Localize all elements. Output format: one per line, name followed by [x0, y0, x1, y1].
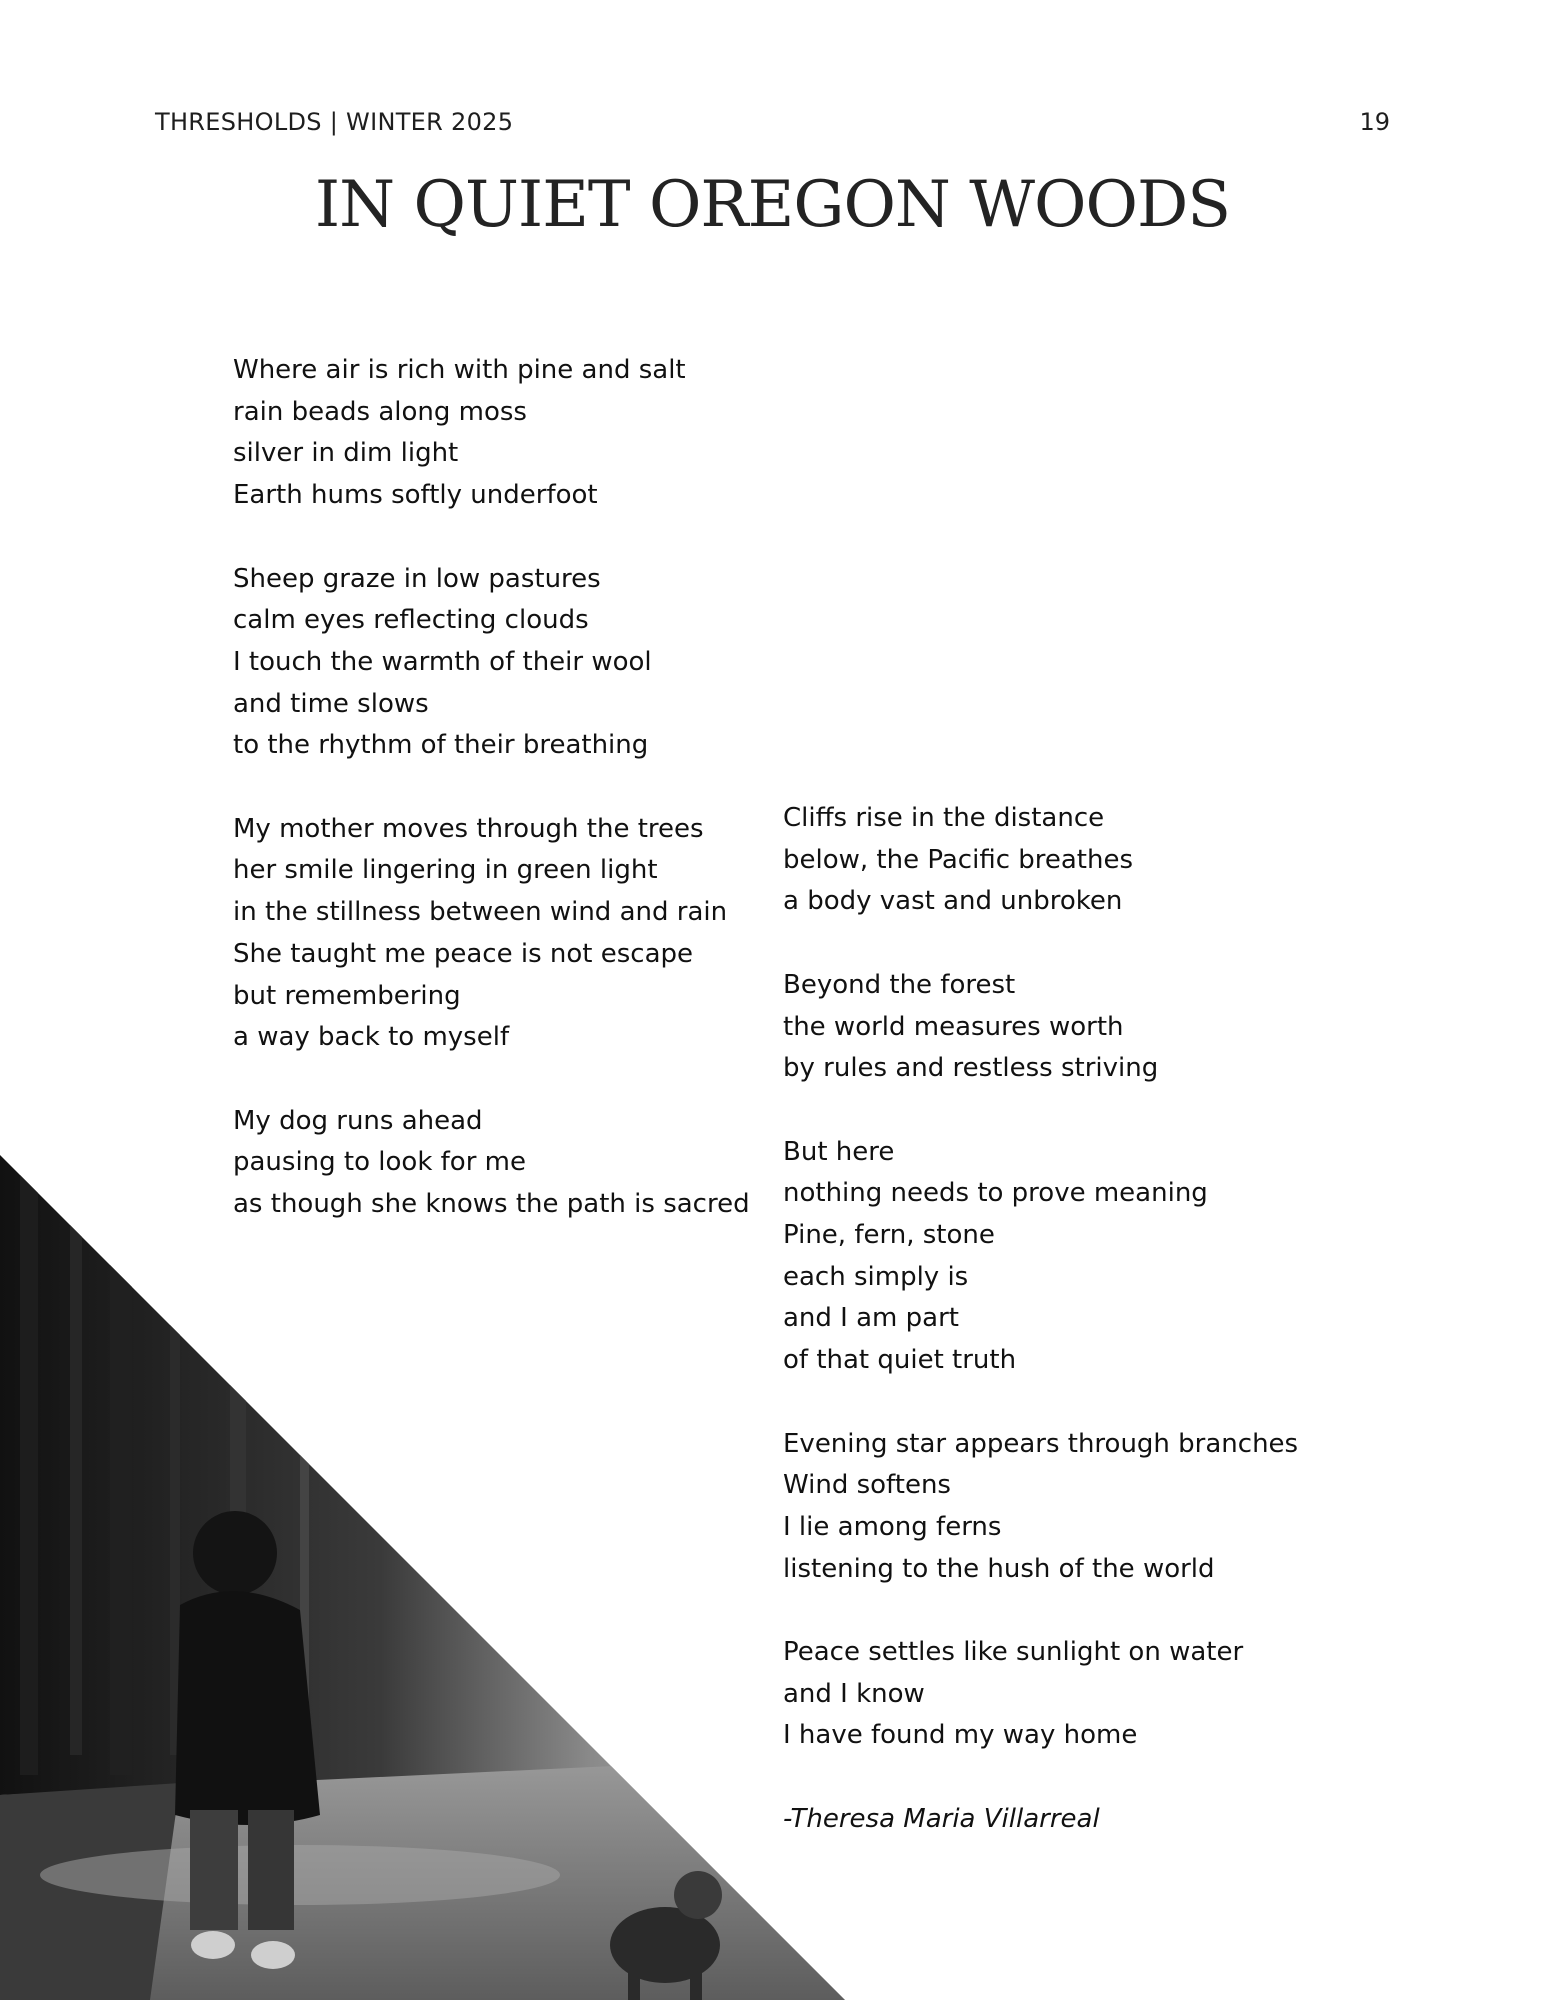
poem-line: Wind softens	[783, 1470, 951, 1501]
poem-line: Evening star appears through branches	[783, 1428, 1299, 1459]
poem-line: Sheep graze in low pastures	[233, 563, 601, 594]
poem-line: Peace settles like sunlight on water	[783, 1637, 1244, 1667]
poem-line: I have found my way home	[783, 1720, 1138, 1751]
poem-line: of that quiet truth	[783, 1345, 1017, 1376]
poem-line: My mother moves through the trees	[233, 813, 704, 844]
stanza	[233, 559, 793, 768]
poem-line: Beyond the forest	[783, 969, 1016, 1000]
poem-line: Where air is rich with pine and salt	[233, 355, 686, 385]
poem-line: Cliffs rise in the distance	[783, 803, 1105, 833]
poem-line: She taught me peace is not escape	[233, 938, 694, 969]
poem-line: as though she knows the path is sacred	[233, 1189, 750, 1220]
poem-line: each simply is	[783, 1261, 969, 1292]
poem-line: I lie among ferns	[783, 1511, 1002, 1542]
poem-line: and I am part	[783, 1303, 959, 1334]
poem-line: the world measures worth	[783, 1011, 1124, 1042]
poem-line: I touch the warmth of their wool	[233, 646, 652, 677]
poem-line: and I know	[783, 1678, 925, 1709]
poem-line: below, the Pacific breathes	[783, 844, 1134, 875]
poem-line: her smile lingering in green light	[233, 855, 658, 886]
poem-line: Pine, fern, stone	[783, 1220, 995, 1250]
poem-line: but remembering	[233, 980, 461, 1011]
stanza	[783, 1424, 1423, 1591]
poem-line: My dog runs ahead	[233, 1105, 483, 1136]
poem-line: pausing to look for me	[233, 1147, 526, 1178]
forest-path-photo-icon	[0, 1155, 845, 2000]
poem-line: nothing needs to prove meaning	[783, 1178, 1208, 1209]
poem-line: by rules and restless striving	[783, 1053, 1159, 1084]
poem-line: But here	[783, 1136, 895, 1167]
poem-line: rain beads along moss	[233, 396, 527, 427]
publication-header: THRESHOLDS | WINTER 2025	[155, 108, 514, 136]
poem-signature: -Theresa Maria Villarreal	[783, 1803, 1100, 1834]
stanza	[783, 798, 1423, 923]
stanza	[233, 809, 793, 1059]
poem-line: a body vast and unbroken	[783, 886, 1123, 917]
poem-line: listening to the hush of the world	[783, 1553, 1215, 1584]
poem-line: in the stillness between wind and rain	[233, 897, 728, 928]
poem-line: a way back to myself	[233, 1022, 510, 1053]
poem-line: and time slows	[233, 688, 429, 719]
poem-right-column	[783, 798, 1423, 1882]
stanza	[783, 1632, 1423, 1757]
stanza	[233, 350, 793, 517]
poem-left-column	[233, 350, 793, 1267]
poem-line: to the rhythm of their breathing	[233, 730, 649, 761]
poem-title: IN QUIET OREGON WOODS	[314, 168, 1231, 242]
page-number: 19	[1359, 108, 1390, 136]
stanza	[783, 1132, 1423, 1382]
poem-line: Earth hums softly underfoot	[233, 480, 598, 511]
stanza	[783, 965, 1423, 1090]
poem-line: silver in dim light	[233, 438, 459, 469]
poem-line: calm eyes reflecting clouds	[233, 605, 589, 636]
